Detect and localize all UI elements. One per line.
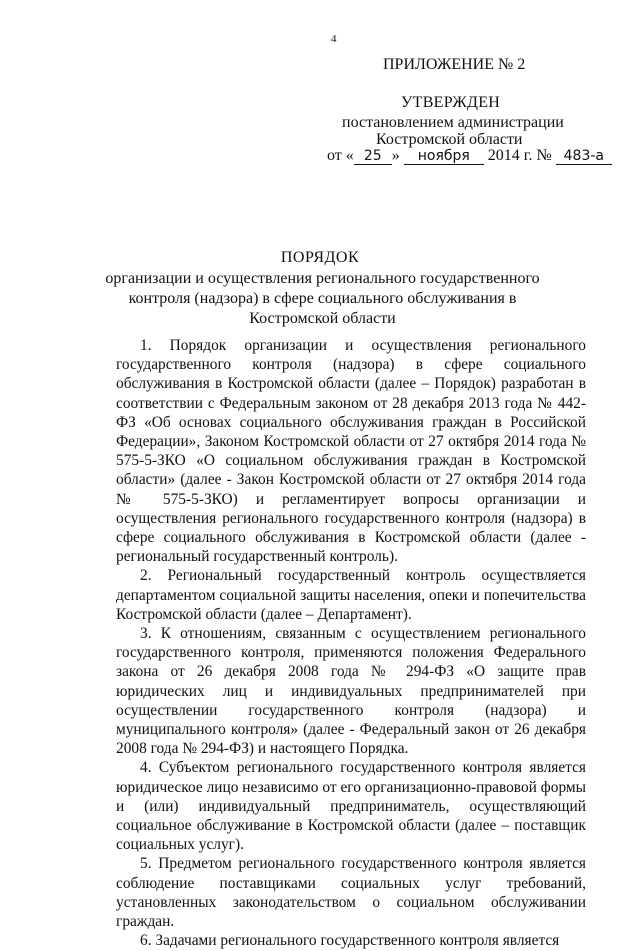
paragraph-6: 6. Задачами регионального государственного контроля является xyxy=(140,932,560,950)
paragraph-2: 2. Региональный государственный контроль осуществляется департаментом социальной защиты населения, опеки и попечительства Костромской области (далее – Департамент). xyxy=(116,567,586,623)
approval-date-line xyxy=(327,147,612,165)
paragraph-3: 3. К отношениям, связанным с осуществлением регионального государственного контроля, применяются положения Федерального закона от 26 декабря 2008 года № 294-ФЗ «О защите прав юридических лиц и индивидуальных предпринимателей при осуществлении государственного контроля (надзора) и муниципального контроля» (далее - Федеральный закон от 26 декабря 2008 года № 294-ФЗ) и настоящего Порядка. xyxy=(116,625,586,758)
paragraph-4: 4. Субъектом регионального государственного контроля является юридическое лицо независимо от его организационно-правовой формы и (или) индивидуальный предприниматель, осуществляющий социальное обслуживание в Костромской области (далее – поставщик социальных услуг). xyxy=(116,759,586,854)
date-month: ноября xyxy=(404,148,484,165)
page-number: 4 xyxy=(331,33,337,45)
decree-number: 483-а xyxy=(556,148,612,165)
appendix-label: ПРИЛОЖЕНИЕ № 2 xyxy=(383,56,526,73)
date-year: 2014 г. № xyxy=(487,147,552,164)
approved-heading: УТВЕРЖДЕН xyxy=(401,94,501,111)
date-day: 25 xyxy=(354,148,392,165)
document-subtitle: организации и осуществления регионального государственного контроля (надзора) в сфере социального обслуживания в Костромской области xyxy=(105,270,540,327)
paragraph-1: 1. Порядок организации и осуществления регионального государственного контроля (надзора) в сфере социального обслуживания в Костромской области (далее – Порядок) разработан в соответствии с Федеральным законом от 28 декабря 2013 года № 442-ФЗ «Об основах социального обслуживания граждан в Российской Федерации», Законом Костромской области от 27 октября 2014 года № 575-5-ЗКО «О социальном обслуживания граждан в Костромской области» (далее - Закон Костромской области от 27 октября 2014 года № 575-5-ЗКО) и регламентирует вопросы организации и осуществления регионального государственного контроля (надзора) в сфере социального обслуживания в Костромской области (далее - региональный государственный контроль). xyxy=(116,337,586,566)
document-body xyxy=(116,336,586,951)
paragraph-5: 5. Предметом регионального государственного контроля является соблюдение поставщиками социальных услуг требований, установленных законодательством о социальном обслуживании граждан. xyxy=(116,855,586,931)
date-prefix: от « xyxy=(327,147,354,164)
document-title: ПОРЯДОК xyxy=(280,249,360,266)
approved-by-line: постановлением администрации xyxy=(342,114,564,131)
approved-region-line: Костромской области xyxy=(376,131,523,148)
date-mid: » xyxy=(391,147,400,164)
